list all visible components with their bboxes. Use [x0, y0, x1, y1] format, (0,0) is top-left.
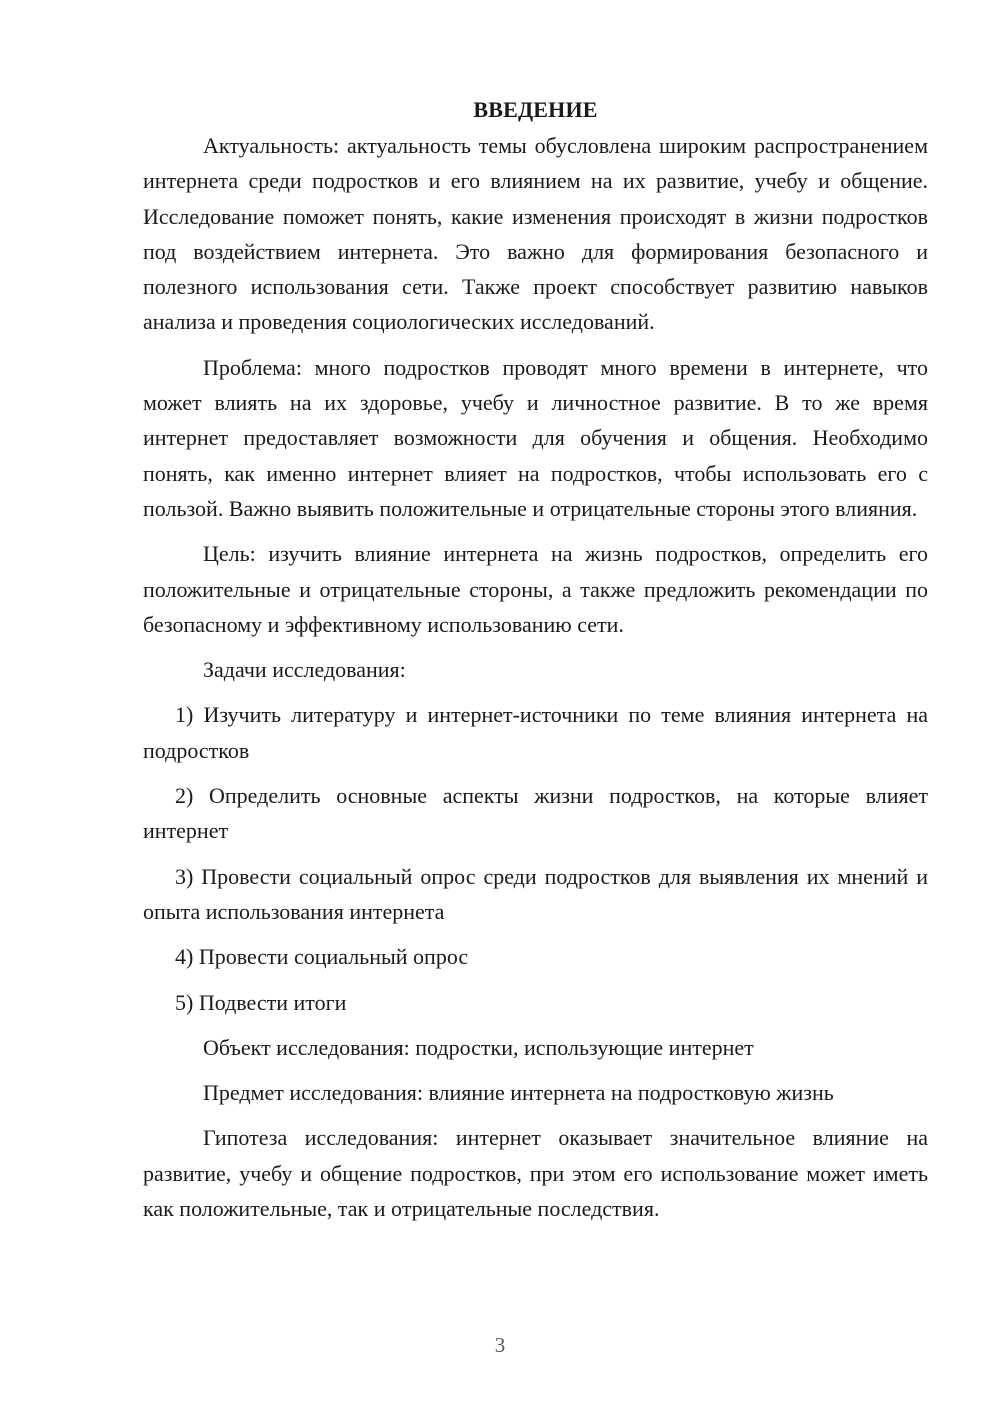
goal-paragraph: Цель: изучить влияние интернета на жизнь подростков, определить его положительные и отрицательные стороны, а также предложить рекомендации по безопасному и эффективному использованию сети. [143, 541, 928, 637]
subject-paragraph: Предмет исследования: влияние интернета на подростковую жизнь [203, 1080, 834, 1106]
task-item: 4) Провести социальный опрос [175, 944, 469, 970]
task-item: 5) Подвести итоги [175, 989, 347, 1015]
relevance-paragraph: Актуальность: актуальность темы обусловлена широким распространением интернета среди подростков и его влиянием на их развитие, учебу и общение. Исследование поможет понять, какие изменения происходят в жизни подростков под воздействием интернета. Это важно для формирования безопасного и полезного использования сети. Также проект способствует развитию навыков анализа и проведения социологических исследований. [143, 133, 928, 335]
section-heading: ВВЕДЕНИЕ [473, 97, 598, 122]
document-page [143, 94, 928, 1236]
problem-paragraph: Проблема: много подростков проводят много времени в интернете, что может влиять на их здоровье, учебу и личностное развитие. В то же время интернет предоставляет возможности для обучения и общения. Необходимо понять, как именно интернет влияет на подростков, чтобы использовать его с пользой. Важно выявить положительные и отрицательные стороны этого влияния. [143, 354, 928, 521]
task-item: 3) Провести социальный опрос среди подростков для выявления их мнений и опыта использования интернета [143, 863, 928, 924]
tasks-title: Задачи исследования: [203, 657, 406, 683]
object-paragraph: Объект исследования: подростки, использующие интернет [203, 1034, 754, 1060]
hypothesis-paragraph: Гипотеза исследования: интернет оказывает значительное влияние на развитие, учебу и общение подростков, при этом его использование может иметь как положительные, так и отрицательные последствия. [143, 1125, 928, 1222]
task-item: 2) Определить основные аспекты жизни подростков, на которые влияет интернет [143, 783, 928, 844]
task-item: 1) Изучить литературу и интернет-источники по теме влияния интернета на подростков [143, 702, 928, 763]
page-number: 3 [494, 1333, 506, 1357]
